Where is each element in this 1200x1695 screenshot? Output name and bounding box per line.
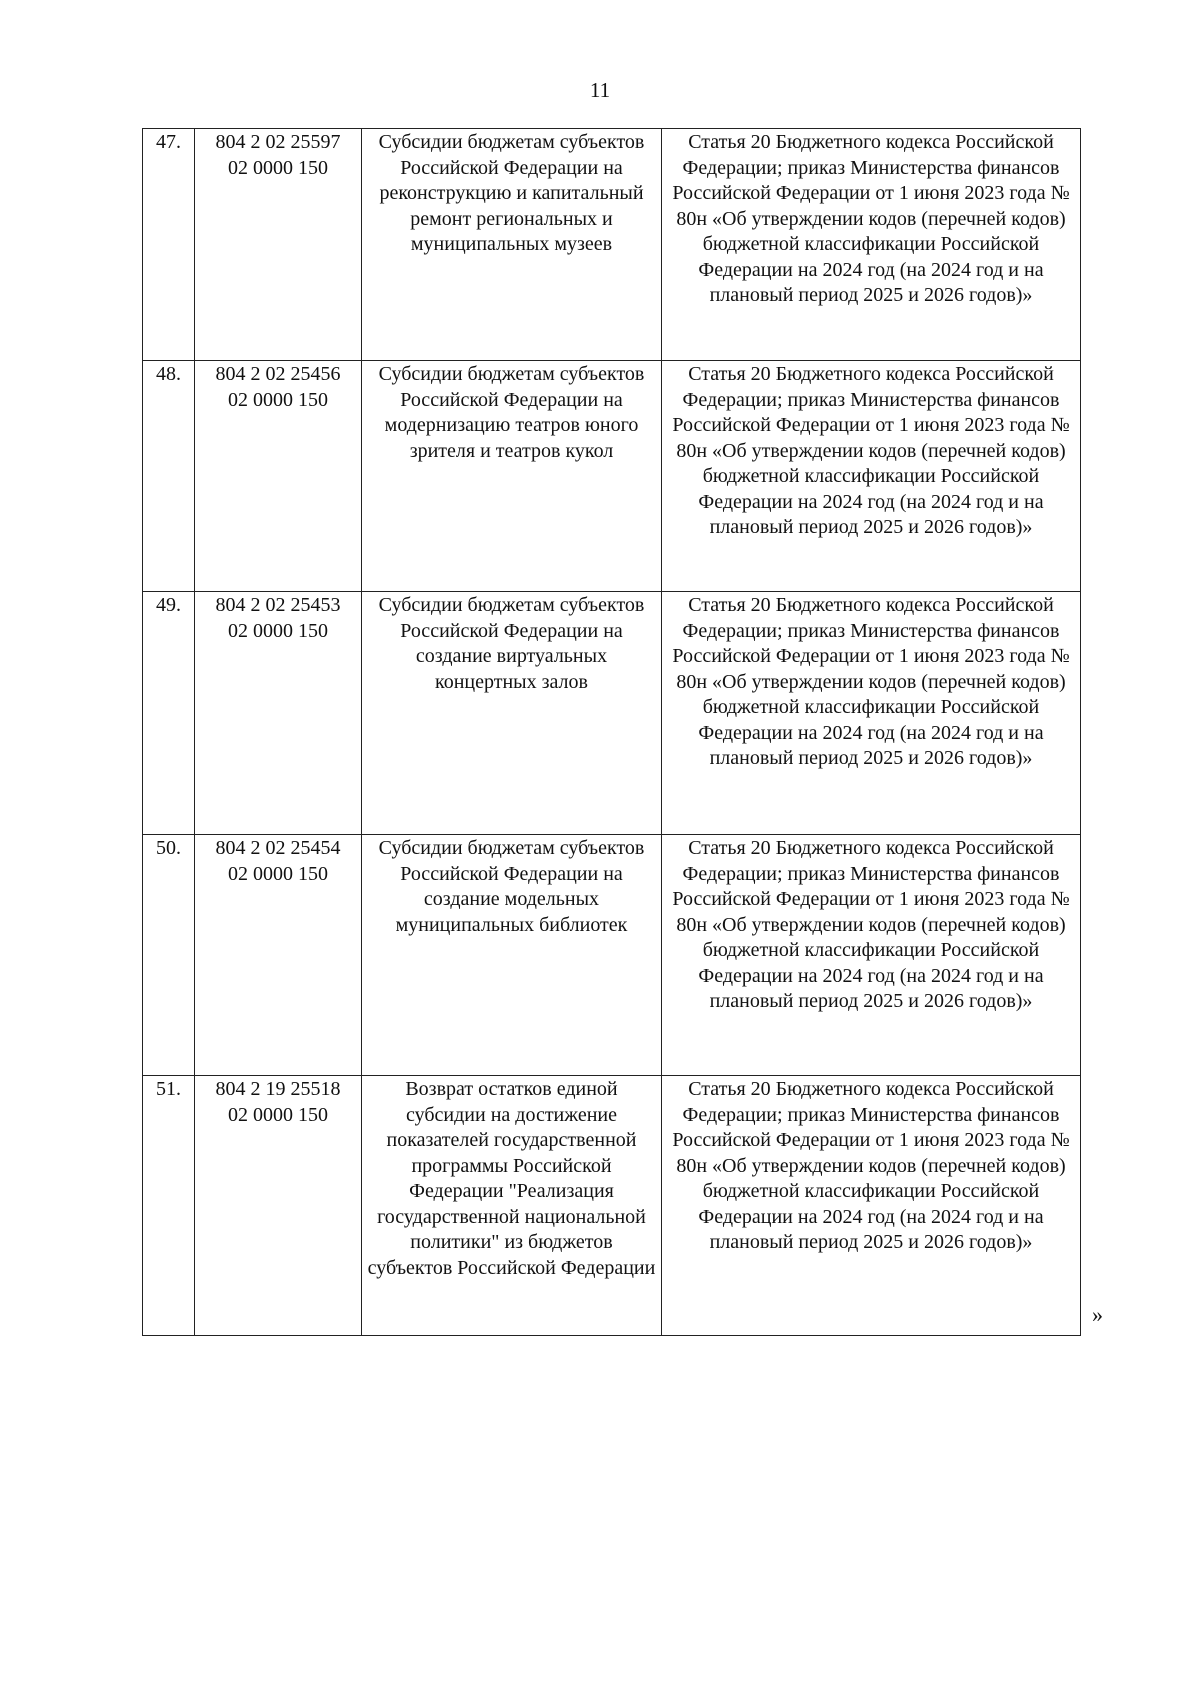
legal-basis bbox=[662, 592, 1081, 835]
budget-code-line-2: 02 0000 150 bbox=[228, 388, 328, 411]
row-number: 47. bbox=[143, 129, 195, 361]
row-number: 50. bbox=[143, 835, 195, 1076]
budget-code bbox=[195, 835, 362, 1076]
page-number: 11 bbox=[589, 78, 611, 102]
revenue-name-text: Субсидии бюджетам субъектов Российской Федерации на модернизацию театров юного зрителя и театров кукол bbox=[378, 363, 645, 462]
legal-basis-text: Статья 20 Бюджетного кодекса Российской Федерации; приказ Министерства финансов Российской Федерации от 1 июня 2023 года № 80н «Об утверждении кодов (перечней кодов) бюджетной классификации Российской Федерации на 2024 год (на 2024 год и на плановый период 2025 и 2026 годов)» bbox=[672, 594, 1070, 769]
revenue-name bbox=[362, 1076, 662, 1336]
revenue-name-text: Субсидии бюджетам субъектов Российской Федерации на создание виртуальных концертных залов bbox=[378, 594, 645, 693]
revenue-name bbox=[362, 129, 662, 361]
table-row bbox=[143, 835, 1081, 1076]
legal-basis-text: Статья 20 Бюджетного кодекса Российской Федерации; приказ Министерства финансов Российской Федерации от 1 июня 2023 года № 80н «Об утверждении кодов (перечней кодов) бюджетной классификации Российской Федерации на 2024 год (на 2024 год и на плановый период 2025 и 2026 годов)» bbox=[672, 837, 1070, 1012]
legal-basis bbox=[662, 361, 1081, 592]
row-number: 48. bbox=[143, 361, 195, 592]
revenue-name bbox=[362, 361, 662, 592]
revenue-name bbox=[362, 835, 662, 1076]
budget-code-line-1: 804 2 02 25456 bbox=[215, 363, 341, 385]
table-row bbox=[143, 592, 1081, 835]
budget-codes-table bbox=[142, 128, 1081, 1336]
table-row bbox=[143, 129, 1081, 361]
table-row bbox=[143, 361, 1081, 592]
revenue-name-text: Возврат остатков единой субсидии на достижение показателей государственной программы Российской Федерации "Реализация государственной национальной политики" из бюджетов субъектов Российской Федерации bbox=[367, 1078, 656, 1279]
legal-basis bbox=[662, 1076, 1081, 1336]
budget-code-line-2: 02 0000 150 bbox=[228, 1103, 328, 1126]
budget-code-line-1: 804 2 02 25453 bbox=[215, 594, 341, 616]
budget-code bbox=[195, 592, 362, 835]
budget-code bbox=[195, 361, 362, 592]
revenue-name bbox=[362, 592, 662, 835]
budget-code-line-1: 804 2 02 25597 bbox=[215, 131, 341, 153]
legal-basis bbox=[662, 835, 1081, 1076]
table-row bbox=[143, 1076, 1081, 1336]
legal-basis-text: Статья 20 Бюджетного кодекса Российской Федерации; приказ Министерства финансов Российской Федерации от 1 июня 2023 года № 80н «Об утверждении кодов (перечней кодов) бюджетной классификации Российской Федерации на 2024 год (на 2024 год и на плановый период 2025 и 2026 годов)» bbox=[672, 1078, 1070, 1253]
legal-basis bbox=[662, 129, 1081, 361]
closing-quote-mark: » bbox=[1092, 1302, 1103, 1327]
legal-basis-text: Статья 20 Бюджетного кодекса Российской Федерации; приказ Министерства финансов Российской Федерации от 1 июня 2023 года № 80н «Об утверждении кодов (перечней кодов) бюджетной классификации Российской Федерации на 2024 год (на 2024 год и на плановый период 2025 и 2026 годов)» bbox=[672, 131, 1070, 306]
revenue-name-text: Субсидии бюджетам субъектов Российской Федерации на создание модельных муниципальных библиотек bbox=[378, 837, 645, 936]
budget-code-line-2: 02 0000 150 bbox=[228, 862, 328, 885]
row-number: 49. bbox=[143, 592, 195, 835]
budget-code-line-1: 804 2 19 25518 bbox=[215, 1078, 341, 1100]
budget-code-line-2: 02 0000 150 bbox=[228, 619, 328, 642]
revenue-name-text: Субсидии бюджетам субъектов Российской Федерации на реконструкцию и капитальный ремонт региональных и муниципальных музеев bbox=[378, 131, 645, 255]
budget-code bbox=[195, 129, 362, 361]
legal-basis-text: Статья 20 Бюджетного кодекса Российской Федерации; приказ Министерства финансов Российской Федерации от 1 июня 2023 года № 80н «Об утверждении кодов (перечней кодов) бюджетной классификации Российской Федерации на 2024 год (на 2024 год и на плановый период 2025 и 2026 годов)» bbox=[672, 363, 1070, 538]
budget-code bbox=[195, 1076, 362, 1336]
budget-code-line-1: 804 2 02 25454 bbox=[215, 837, 341, 859]
budget-code-line-2: 02 0000 150 bbox=[228, 156, 328, 179]
row-number: 51. bbox=[143, 1076, 195, 1336]
